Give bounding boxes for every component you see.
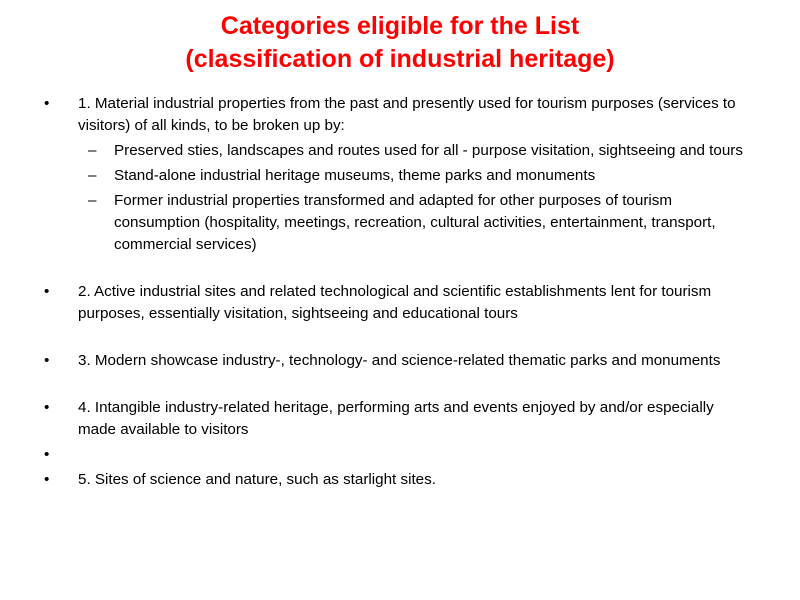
list-item-1 — [44, 93, 744, 137]
bullet-icon: • — [44, 399, 50, 416]
list-item-text: 3. Modern showcase industry-, technology- and science-related thematic parks and monuments — [78, 352, 721, 369]
bullet-icon: • — [44, 283, 50, 300]
list-item-text: 4. Intangible industry-related heritage, performing arts and events enjoyed by and/or especially made available to visitors — [78, 399, 714, 438]
bullet-icon: • — [44, 95, 50, 112]
list-item-empty — [44, 444, 744, 466]
list-item-text: 2. Active industrial sites and related technological and scientific establishments lent for tourism purposes, essentially visitation, sightseeing and educational tours — [78, 283, 712, 322]
bullet-icon: • — [44, 352, 50, 369]
list-item-2 — [44, 281, 744, 325]
list-item-3 — [44, 350, 744, 372]
sub-item-text: Stand-alone industrial heritage museums, theme parks and monuments — [114, 167, 596, 184]
list-item-5 — [44, 469, 744, 491]
title-line-1: Categories eligible for the List — [220, 12, 580, 40]
slide-title — [0, 10, 800, 76]
sub-item-3 — [44, 190, 744, 256]
list-item-text: 5. Sites of science and nature, such as starlight sites. — [78, 471, 436, 488]
sub-item-1 — [44, 140, 744, 162]
bullet-list — [44, 93, 744, 491]
dash-icon: – — [88, 192, 97, 209]
dash-icon: – — [88, 142, 97, 159]
dash-icon: – — [88, 167, 97, 184]
title-line-2: (classification of industrial heritage) — [185, 45, 615, 73]
sub-item-2 — [44, 165, 744, 187]
bullet-icon: • — [44, 446, 50, 463]
list-item-4 — [44, 397, 744, 441]
sub-item-text: Former industrial properties transformed and adapted for other purposes of tourism consumption (hospitality, meetings, recreation, cultural activities, entertainment, transport, commercial services) — [114, 192, 716, 253]
bullet-icon: • — [44, 471, 50, 488]
list-item-text: 1. Material industrial properties from the past and presently used for tourism purposes (services to visitors) of all kinds, to be broken up by: — [78, 95, 736, 134]
sub-item-text: Preserved sties, landscapes and routes used for all - purpose visitation, sightseeing and tours — [114, 142, 743, 159]
